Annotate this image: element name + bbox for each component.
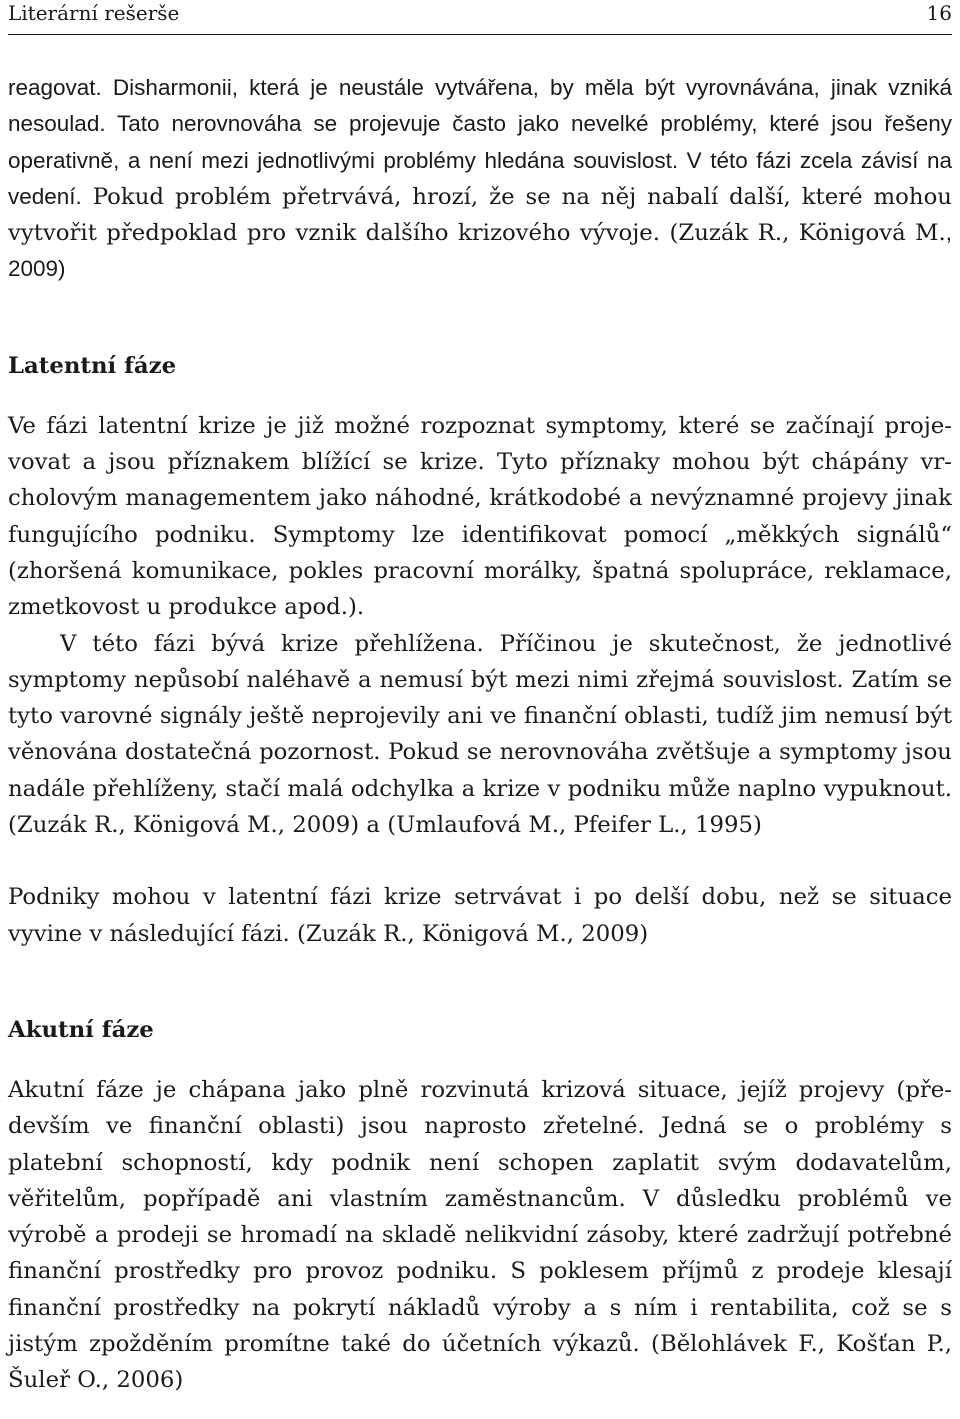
latent-paragraph-1: Ve fázi latentní krize je již možné rozpoznat symptomy, které se začínají projevovat a jsou příznakem blížící se krize. Tyto příznaky mohou být chápány vrcholovým managementem jako náhodné, krátkodobé a nevýznamné projevy jinak fungujícího podniku. Symptomy lze identifikovat pomocí „měkkých signálů“ (zhoršená komunikace, pokles pracovní morálky, špatná spolupráce, reklamace, zmetkovost u produkce apod.). <box>8 412 952 621</box>
section-heading-acute: Akutní fáze <box>8 1016 154 1043</box>
page-body <box>8 70 952 1399</box>
paragraph-serif-run: Pokud problém přetrvává, hrozí, že se na něj nabalí další, které mohou vytvořit předpoklad pro vznik dalšího krizového vývoje. (Zuzák R., Königová M. <box>8 183 952 247</box>
latent-paragraph-2: V této fázi bývá krize přehlížena. Příčinou je skutečnost, že jednotlivé symptomy nepůsobí naléhavě a nemusí být mezi nimi zřejmá souvislost. Zatím se tyto varovné signály ještě neprojevily ani ve finanční oblasti, tudíž jim nemusí být věnována dostatečná pozornost. Pokud se nerovnováha zvětšuje a symptomy jsou nadále přehlíženy, stačí malá odchylka a krize v podniku může naplno vypuknout. (Zuzák R., Königová M., 2009) a (Umlaufová M., Pfeifer L., 1995) <box>8 630 952 839</box>
acute-paragraph-1: Akutní fáze je chápana jako plně rozvinutá krizová situace, jejíž projevy (především ve finanční oblasti) jsou naprosto zřetelné. Jedná se o problémy s platební schopností, kdy podnik není schopen zaplatit svým dodavatelům, věřitelům, popřípadě ani vlastním zaměstnancům. V důsledku problémů ve výrobě a prodeji se hromadí na skladě nelikvidní zásoby, které zadržují potřebné finanční prostředky pro provoz podniku. S poklesem příjmů z prodeje klesají finanční prostředky na pokrytí nákladů výroby a s ním i rentabilita, což se s jistým zpožděním promítne také do účetních výkazů. (Bělohlávek F., Košťan P., Šuleř O., 2006) <box>8 1076 952 1394</box>
spacer <box>8 1048 952 1072</box>
latent-paragraph-3: Podniky mohou v latentní fázi krize setrvávat i po delší dobu, než se situace vyvine v následující fázi. (Zuzák R., Königová M., 2009) <box>8 884 952 947</box>
spacer <box>8 384 952 408</box>
header-section-title: Literární rešerše <box>8 1 180 25</box>
spacer <box>8 288 952 348</box>
spacer <box>8 843 952 879</box>
citation-year: , 2009) <box>8 220 952 282</box>
spacer <box>8 952 952 1012</box>
section-heading-latent: Latentní fáze <box>8 352 177 379</box>
paragraph-continuation <box>8 70 952 288</box>
running-header <box>8 0 952 35</box>
paragraph-sans-run: reagovat. Disharmonii, která je neustále vytvářena, by měla být vyrovnávána, jinak vzniká nesoulad. Tato nerovnováha se projevuje často jako nevelké problémy, které jsou řešeny operativně, a není mezi jednotlivými problémy hledána souvislost. V této fázi zcela závisí na vedení. <box>8 75 952 209</box>
page-number: 16 <box>926 1 952 25</box>
